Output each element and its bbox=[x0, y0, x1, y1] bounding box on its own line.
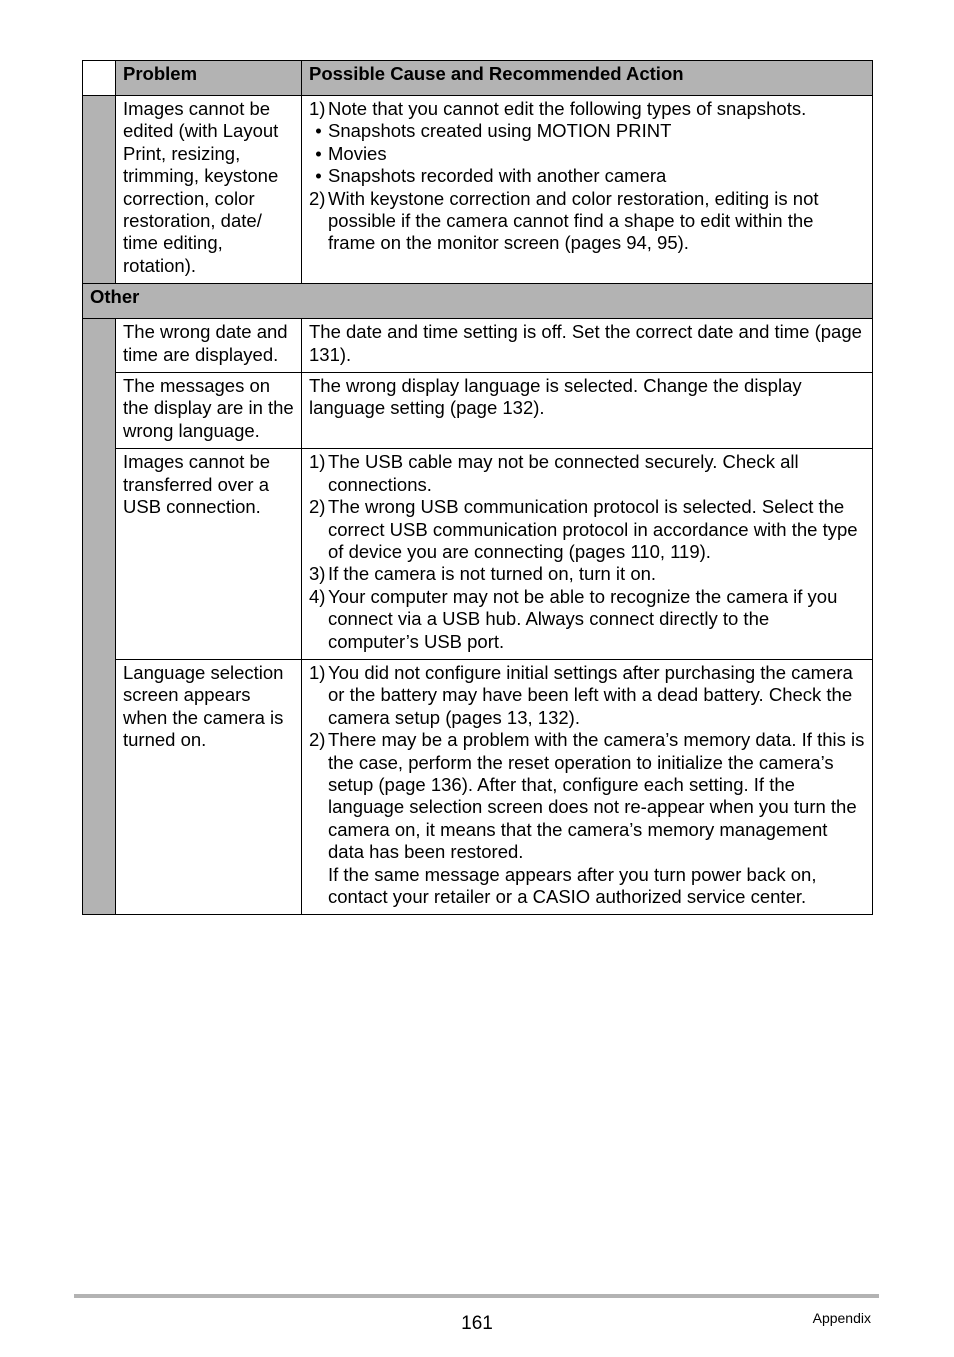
bullet-icon: • bbox=[315, 142, 322, 164]
bullet-icon: • bbox=[315, 165, 322, 187]
section-title: Other bbox=[83, 284, 873, 319]
section-row bbox=[83, 284, 873, 319]
troubleshooting-table bbox=[82, 60, 873, 915]
action-header: Possible Cause and Recommended Action bbox=[302, 61, 873, 96]
item-continuation: If the same message appears after you turn power back on, contact your retailer or a CASIO authorized service center. bbox=[328, 863, 817, 907]
item-text: With keystone correction and color restoration, editing is not possible if the camera cannot find a shape to edit within the frame on the monitor screen (pages 94, 95). bbox=[328, 187, 819, 254]
bullet-item bbox=[309, 143, 865, 165]
list-item bbox=[309, 586, 865, 653]
problem-cell: Images cannot be edited (with Layout Print, resizing, trimming, keystone correction, color restoration, date/ time editing, rotation). bbox=[116, 96, 302, 284]
item-number: 1) bbox=[309, 451, 326, 473]
side-bar bbox=[83, 96, 116, 284]
action-cell bbox=[302, 659, 873, 914]
bullet-item bbox=[309, 165, 865, 187]
item-text: You did not configure initial settings after purchasing the camera or the battery may have been left with a dead battery. Check the camera setup (pages 13, 132). bbox=[328, 661, 853, 728]
item-text: There may be a problem with the camera’s memory data. If this is the case, perform the reset operation to initialize the camera’s setup (page 136). After that, configure each setting. If the language selection screen does not re-appear when you turn the camera on, it means that the camera’s memory management data has been restored. bbox=[328, 729, 865, 863]
list-item bbox=[309, 451, 865, 496]
list-item bbox=[309, 563, 865, 585]
problem-cell: The messages on the display are in the wrong language. bbox=[116, 373, 302, 449]
item-number: 2) bbox=[309, 496, 326, 518]
table-row bbox=[83, 96, 873, 284]
action-cell: The date and time setting is off. Set the correct date and time (page 131). bbox=[302, 319, 873, 373]
bullet-item bbox=[309, 120, 865, 142]
bullet-text: Snapshots recorded with another camera bbox=[328, 165, 667, 187]
header-row bbox=[83, 61, 873, 96]
item-number: 1) bbox=[309, 661, 326, 683]
item-text: Note that you cannot edit the following types of snapshots. bbox=[328, 98, 807, 119]
list-item bbox=[309, 729, 865, 863]
item-number: 1) bbox=[309, 98, 326, 119]
table-row bbox=[83, 373, 873, 449]
header-blank bbox=[83, 61, 116, 96]
table-row bbox=[83, 659, 873, 914]
list-item bbox=[309, 98, 865, 120]
item-number: 2) bbox=[309, 729, 326, 751]
table-row bbox=[83, 319, 873, 373]
side-bar bbox=[83, 319, 116, 915]
bullet-text: Movies bbox=[328, 142, 387, 164]
problem-cell: Language selection screen appears when the camera is turned on. bbox=[116, 659, 302, 914]
page-number: 161 bbox=[461, 1313, 493, 1334]
problem-header: Problem bbox=[116, 61, 302, 96]
bullet-text: Snapshots created using MOTION PRINT bbox=[328, 120, 672, 142]
item-number: 2) bbox=[309, 187, 326, 209]
problem-cell: Images cannot be transferred over a USB connection. bbox=[116, 449, 302, 660]
item-text: If the camera is not turned on, turn it on. bbox=[328, 563, 657, 585]
action-cell bbox=[302, 449, 873, 660]
table-row bbox=[83, 449, 873, 660]
item-number: 4) bbox=[309, 585, 326, 607]
section-label: Appendix bbox=[812, 1310, 871, 1326]
action-cell bbox=[302, 96, 873, 284]
problem-cell: The wrong date and time are displayed. bbox=[116, 319, 302, 373]
item-text: Your computer may not be able to recognize the camera if you connect via a USB hub. Always connect directly to the computer’s USB port. bbox=[328, 585, 838, 652]
item-text: The USB cable may not be connected securely. Check all connections. bbox=[328, 451, 799, 495]
list-item bbox=[309, 662, 865, 729]
footer-divider bbox=[74, 1294, 879, 1298]
item-number: 3) bbox=[309, 563, 326, 585]
list-item bbox=[309, 188, 865, 255]
list-item bbox=[309, 496, 865, 563]
action-cell: The wrong display language is selected. Change the display language setting (page 132). bbox=[302, 373, 873, 449]
bullet-icon: • bbox=[315, 120, 322, 142]
item-text: The wrong USB communication protocol is selected. Select the correct USB communication protocol in accordance with the type of device you are connecting (pages 110, 119). bbox=[328, 496, 858, 562]
